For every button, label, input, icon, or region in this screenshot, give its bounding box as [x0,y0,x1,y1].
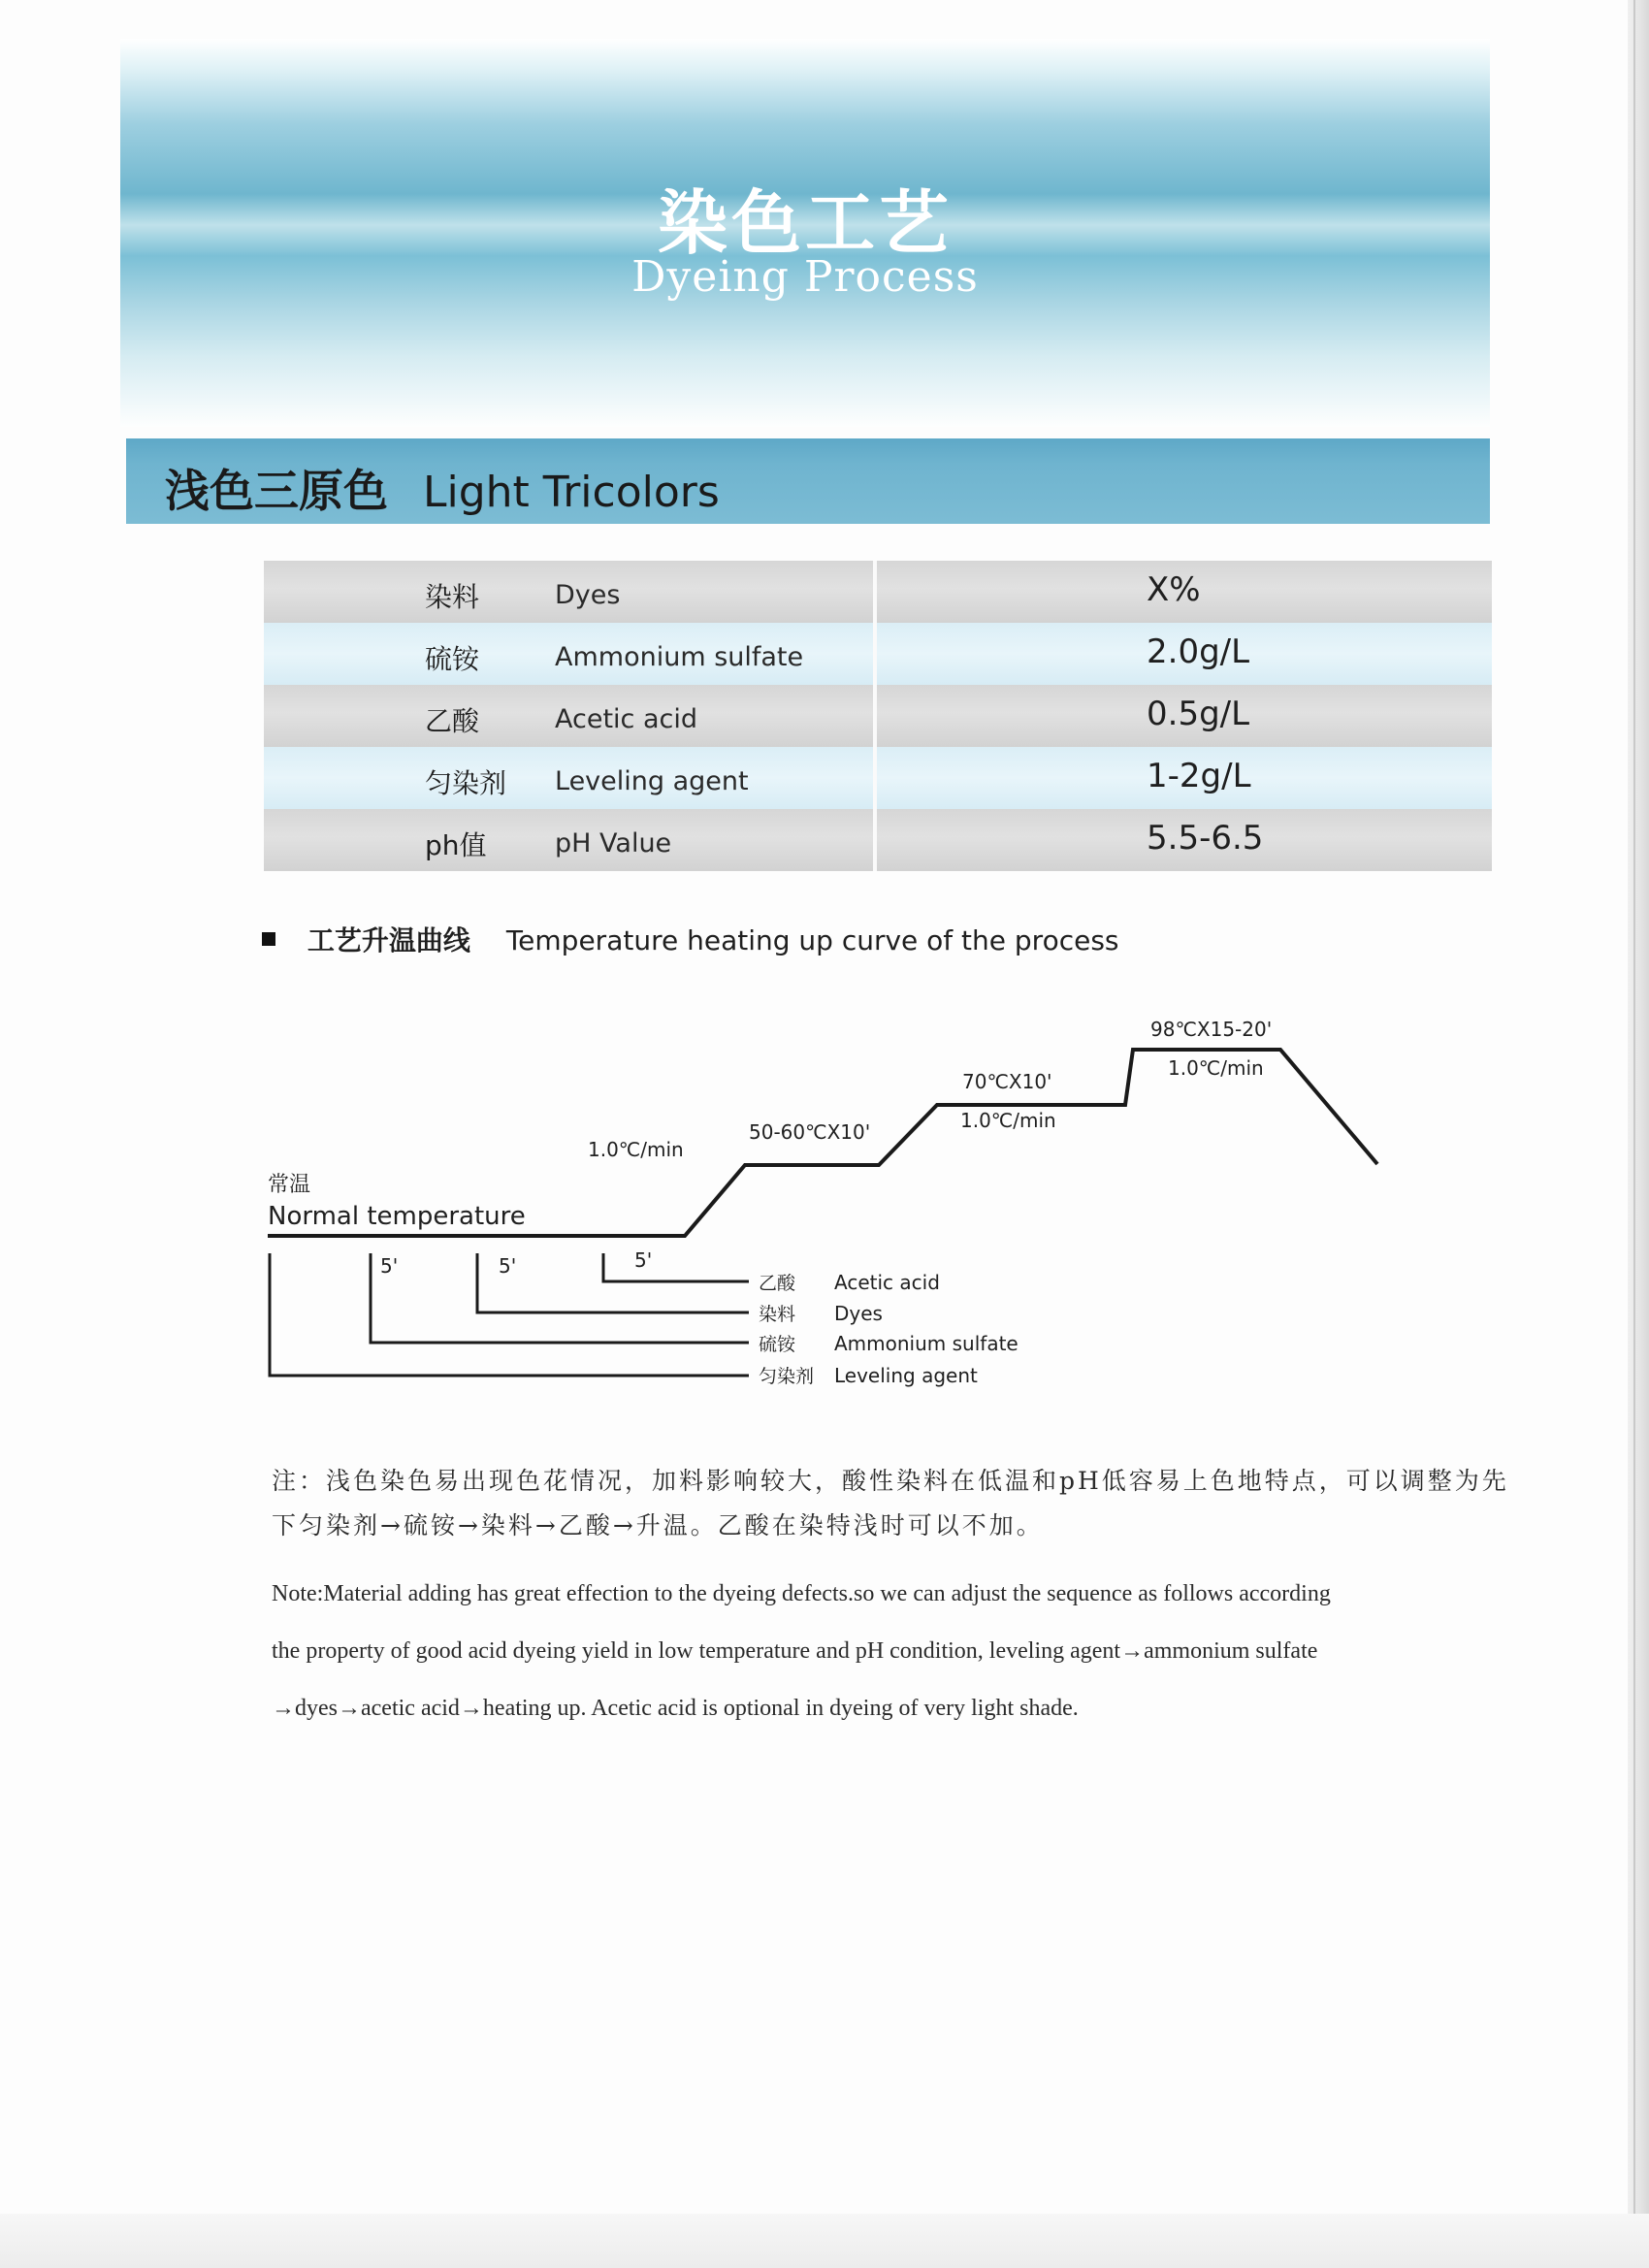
interval-label-1: 5' [380,1254,399,1278]
rate-label-2: 1.0℃/min [960,1109,1056,1132]
note-en-line: Note:Material adding has great effection to the dyeing defects.so we can adjust the sequence as follows according [272,1581,1331,1606]
ingredient-zh: 乙酸 [425,705,480,737]
section-title-en: Light Tricolors [423,468,720,517]
curve-heading-en: Temperature heating up curve of the process [505,924,1119,956]
addition-line-ammonium-sulfate [371,1253,749,1343]
addition-zh-ammonium-sulfate: 硫铵 [759,1334,796,1355]
addition-zh-leveling-agent: 匀染剂 [759,1366,815,1387]
note-zh-line: 下匀染剂→硫铵→染料→乙酸→升温。乙酸在染特浅时可以不加。 [272,1511,1044,1539]
ingredient-zh: 硫铵 [425,643,480,675]
scan-edge-bottom [0,2214,1649,2268]
addition-en-ammonium-sulfate: Ammonium sulfate [834,1332,1018,1355]
section-title-zh: 浅色三原色 [165,465,388,517]
curve-heading-zh: 工艺升温曲线 [307,924,470,956]
page-title-zh: 染色工艺 [657,182,953,264]
ingredient-zh: ph值 [425,829,487,861]
hold-label-1: 50-60℃X10' [749,1120,871,1144]
ingredient-value: 1-2g/L [1147,757,1251,795]
ingredient-en: Dyes [555,580,621,610]
rate-label-3: 1.0℃/min [1168,1056,1264,1080]
addition-en-acetic-acid: Acetic acid [834,1271,940,1294]
hold-label-3: 98℃X15-20' [1150,1018,1273,1041]
note-zh [272,1459,1513,1548]
ingredient-value: 2.0g/L [1147,632,1250,671]
ingredient-zh: 染料 [425,581,480,613]
ingredient-zh: 匀染剂 [425,767,507,799]
start-label-en: Normal temperature [268,1202,526,1231]
note-en [272,1566,1523,1737]
page-title-en: Dyeing Process [631,252,979,302]
ingredient-en: Leveling agent [555,766,749,796]
ingredient-value: 5.5-6.5 [1147,819,1264,858]
note-en-line: the property of good acid dyeing yield in low temperature and pH condition, leveling agent→ammonium sulfate [272,1638,1318,1664]
addition-en-leveling-agent: Leveling agent [834,1364,978,1387]
ingredient-value: 0.5g/L [1147,695,1250,733]
ingredient-value: X% [1147,570,1201,609]
ingredient-en: Acetic acid [555,704,697,734]
ingredient-en: pH Value [555,828,672,859]
addition-en-dyes: Dyes [834,1302,883,1325]
addition-zh-acetic-acid: 乙酸 [759,1273,796,1294]
addition-zh-dyes: 染料 [759,1304,796,1325]
addition-line-acetic-acid [603,1253,749,1281]
hold-label-2: 70℃X10' [962,1070,1052,1093]
interval-label-2: 5' [499,1254,517,1278]
rate-label-1: 1.0℃/min [588,1138,684,1161]
ingredient-en: Ammonium sulfate [555,642,804,672]
interval-label-3: 5' [634,1248,653,1272]
start-label-zh: 常温 [268,1173,311,1197]
note-zh-line: 注：浅色染色易出现色花情况，加料影响较大，酸性染料在低温和pH低容易上色地特点，可以调整为先 [272,1467,1509,1495]
note-en-line: →dyes→acetic acid→heating up. Acetic acid is optional in dyeing of very light shade. [272,1696,1079,1721]
